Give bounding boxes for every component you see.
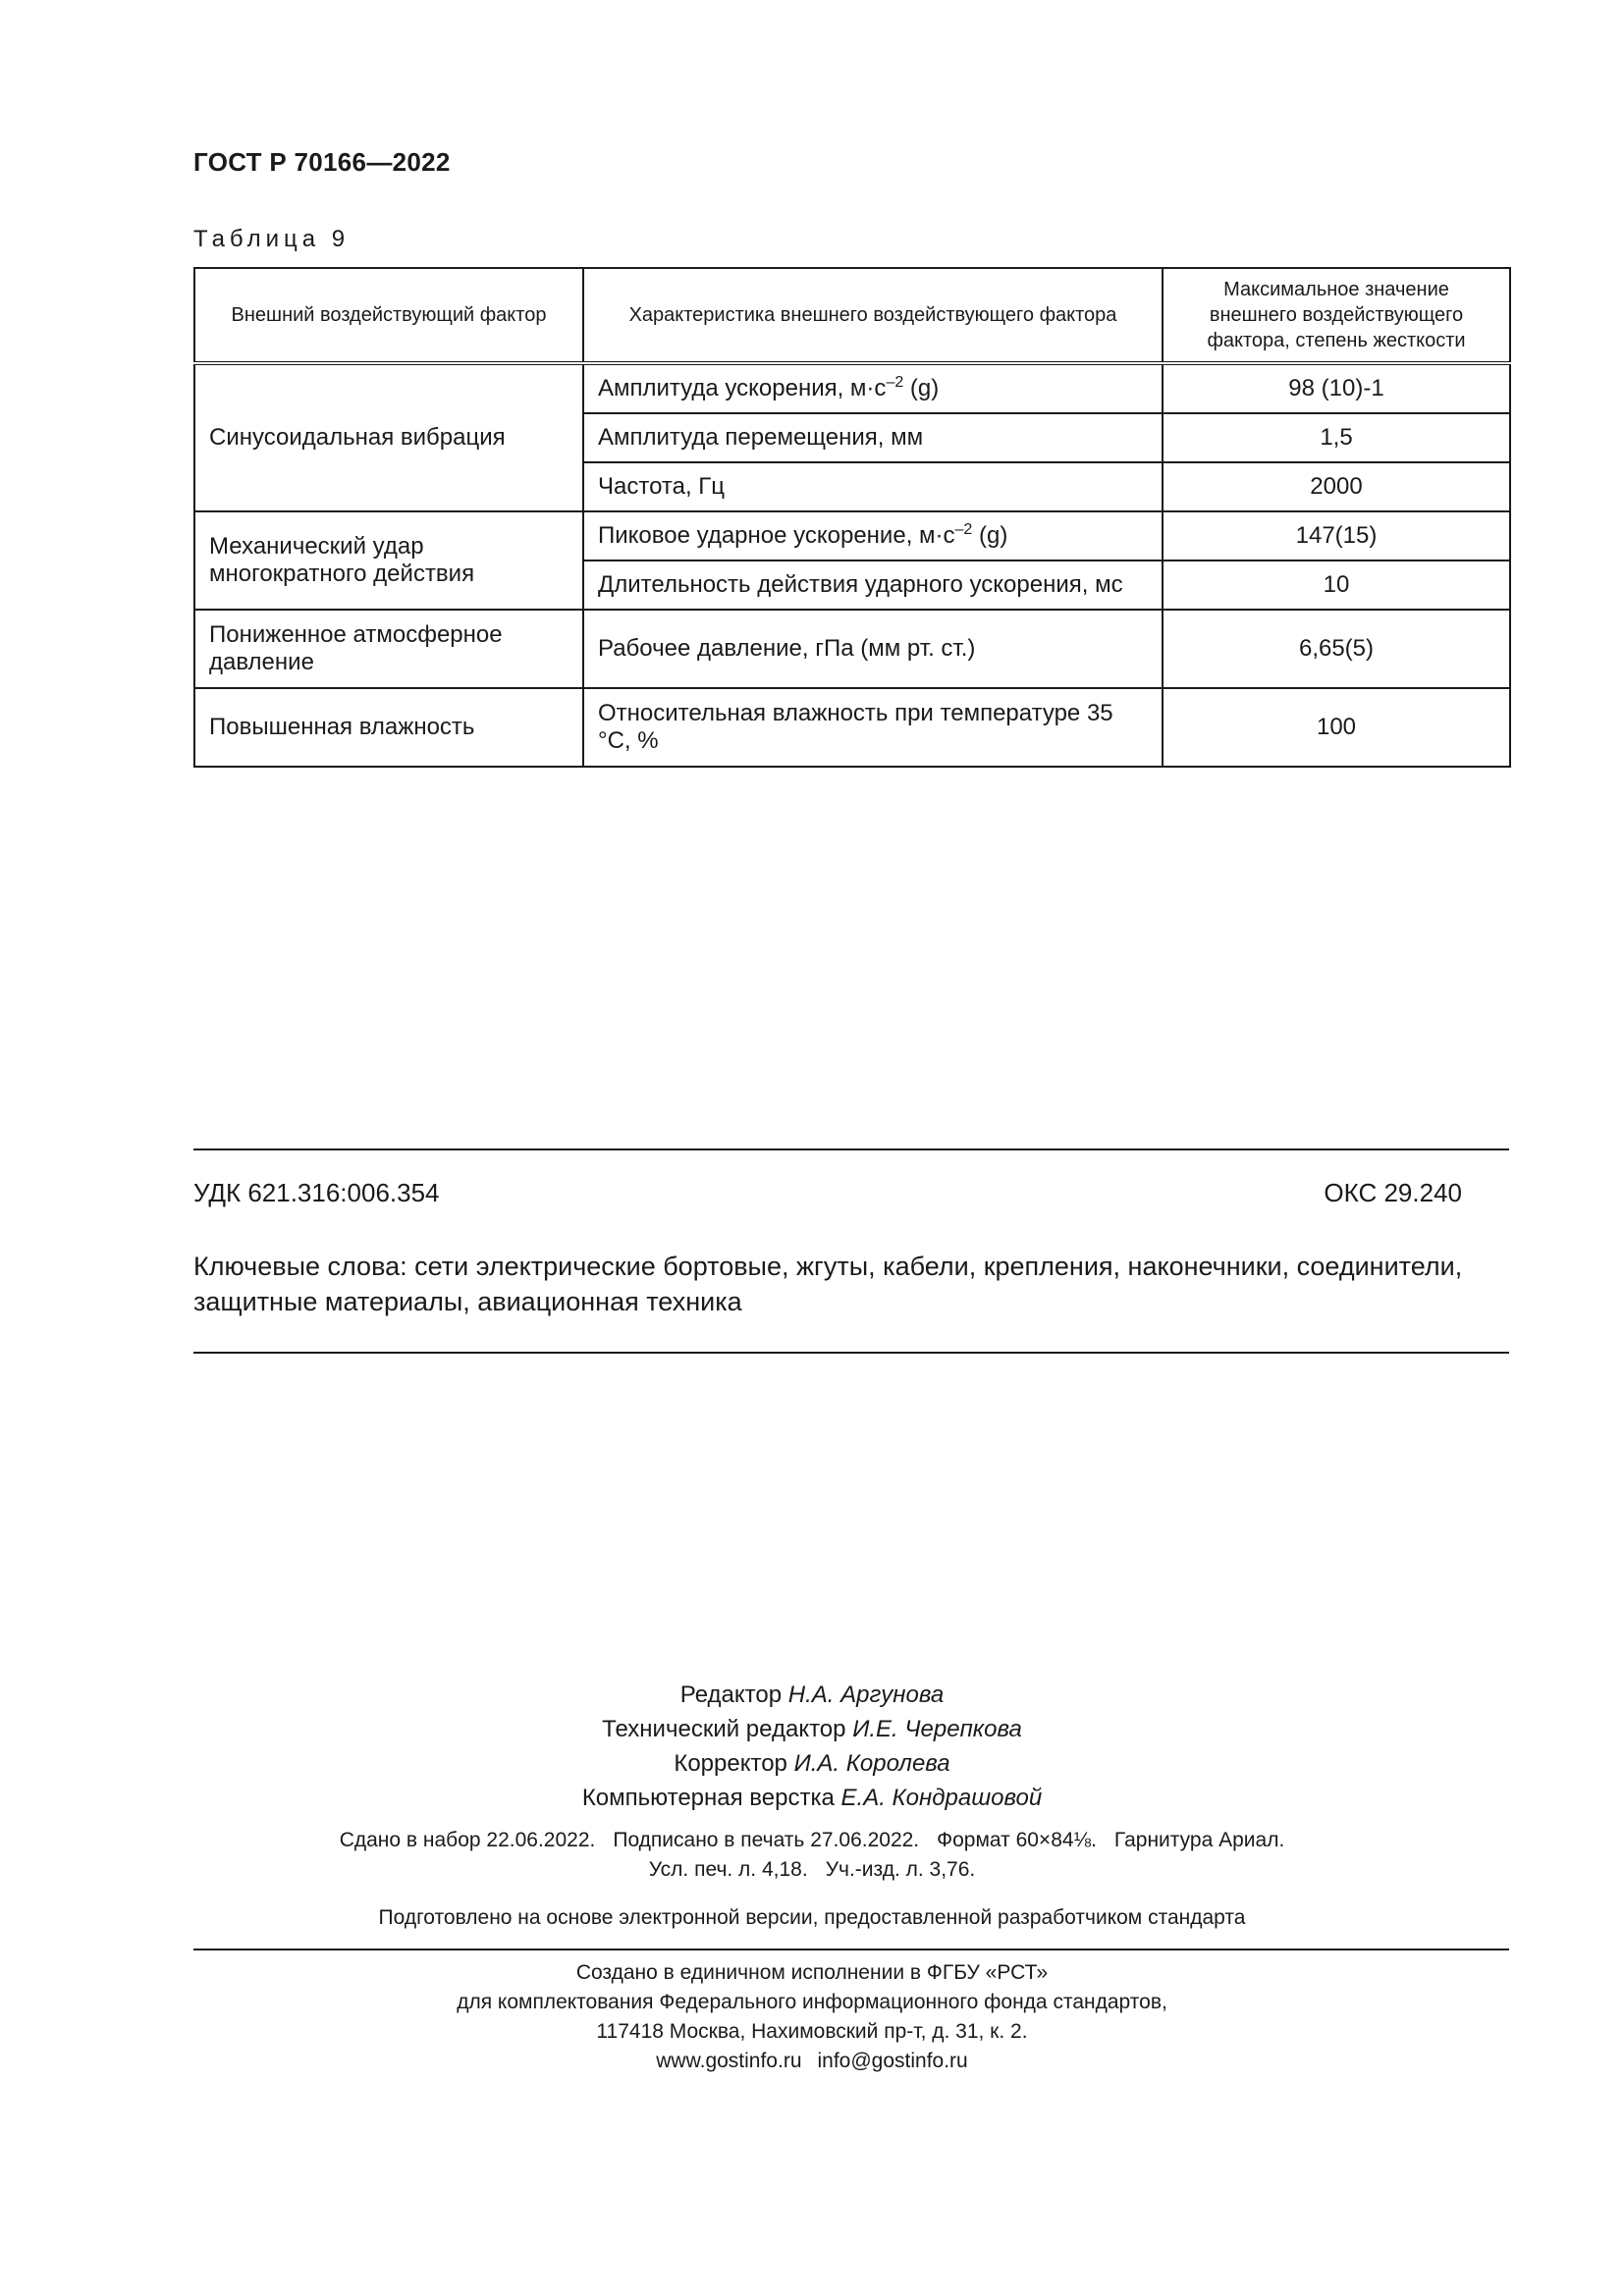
created-info (0, 1958, 1624, 2076)
table-caption: Таблица 9 (193, 226, 351, 252)
table-row (194, 688, 1510, 767)
print-typeface: Гарнитура Ариал. (1113, 1829, 1285, 1851)
characteristic-cell: Рабочее давление, гПа (мм рт. ст.) (583, 610, 1163, 688)
divider-bottom (193, 1949, 1509, 1950)
spec-table (193, 267, 1511, 768)
divider-top (193, 1148, 1509, 1150)
factor-cell: Механический удар многократного действия (194, 511, 583, 610)
print-pub-sheets: Уч.-изд. л. 3,76. (825, 1858, 976, 1881)
table-row (194, 610, 1510, 688)
characteristic-cell: Длительность действия ударного ускорения, мс (583, 561, 1163, 610)
characteristic-cell: Относительная влажность при температуре 35 °С, % (583, 688, 1163, 767)
characteristic-cell: Амплитуда перемещения, мм (583, 413, 1163, 462)
header-characteristic: Характеристика внешнего воздействующего фактора (583, 268, 1163, 363)
table-header-row (194, 268, 1510, 363)
document-id: ГОСТ Р 70166—2022 (193, 147, 451, 177)
credit-layout: Компьютерная верстка Е.А. Кондрашовой (581, 1785, 1043, 1811)
credit-corrector: Корректор И.А. Королева (674, 1750, 950, 1777)
value-cell: 6,65(5) (1163, 610, 1510, 688)
keywords: Ключевые слова: сети электрические бортовые, жгуты, кабели, крепления, наконечники, соединители, защитные материалы, авиационная техника (193, 1252, 1463, 1316)
factor-cell: Синусоидальная вибрация (194, 363, 583, 511)
oks-code: ОКС 29.240 (1324, 1178, 1462, 1207)
email-link[interactable]: info@gostinfo.ru (817, 2050, 968, 2072)
value-cell: 100 (1163, 688, 1510, 767)
created-line-3: 117418 Москва, Нахимовский пр-т, д. 31, к. 2. (596, 2020, 1028, 2043)
created-line-1: Создано в единичном исполнении в ФГБУ «РСТ» (575, 1961, 1049, 1984)
website-link[interactable]: www.gostinfo.ru (656, 2050, 802, 2072)
value-cell: 10 (1163, 561, 1510, 610)
table-row (194, 363, 1510, 413)
value-cell: 2000 (1163, 462, 1510, 511)
header-factor: Внешний воздействующий фактор (194, 268, 583, 363)
prepared-note: Подготовлено на основе электронной версии, предоставленной разработчиком стандарта (378, 1906, 1246, 1929)
value-cell: 147(15) (1163, 511, 1510, 561)
created-contacts (0, 2047, 1624, 2076)
factor-cell: Пониженное атмосферное давление (194, 610, 583, 688)
header-max-value: Максимальное значение внешнего воздействующего фактора, степень жесткости (1163, 268, 1510, 363)
divider-keywords (193, 1352, 1509, 1354)
print-format: Формат 60×84⅛. (937, 1829, 1097, 1851)
value-cell: 98 (10)-1 (1163, 363, 1510, 413)
credit-tech-editor: Технический редактор И.Е. Черепкова (602, 1716, 1022, 1742)
udk-code: УДК 621.316:006.354 (193, 1178, 440, 1207)
characteristic-cell: Амплитуда ускорения, $м\cdot с^{-2}$ (g) (583, 363, 1163, 413)
characteristic-cell: Пиковое ударное ускорение, $м\cdot с^{-2}$ (g) (583, 511, 1163, 561)
print-submitted: Сдано в набор 22.06.2022. (339, 1829, 596, 1851)
credit-editor: Редактор Н.А. Аргунова (679, 1682, 945, 1708)
table-row (194, 511, 1510, 561)
value-cell: 1,5 (1163, 413, 1510, 462)
characteristic-cell: Частота, Гц (583, 462, 1163, 511)
print-sheets: Усл. печ. л. 4,18. (648, 1858, 808, 1881)
credits-block (0, 1678, 1624, 1815)
print-info (0, 1826, 1624, 1885)
print-signed: Подписано в печать 27.06.2022. (613, 1829, 920, 1851)
created-line-2: для комплектования Федерального информационного фонда стандартов, (457, 1991, 1167, 2013)
factor-cell: Повышенная влажность (194, 688, 583, 767)
